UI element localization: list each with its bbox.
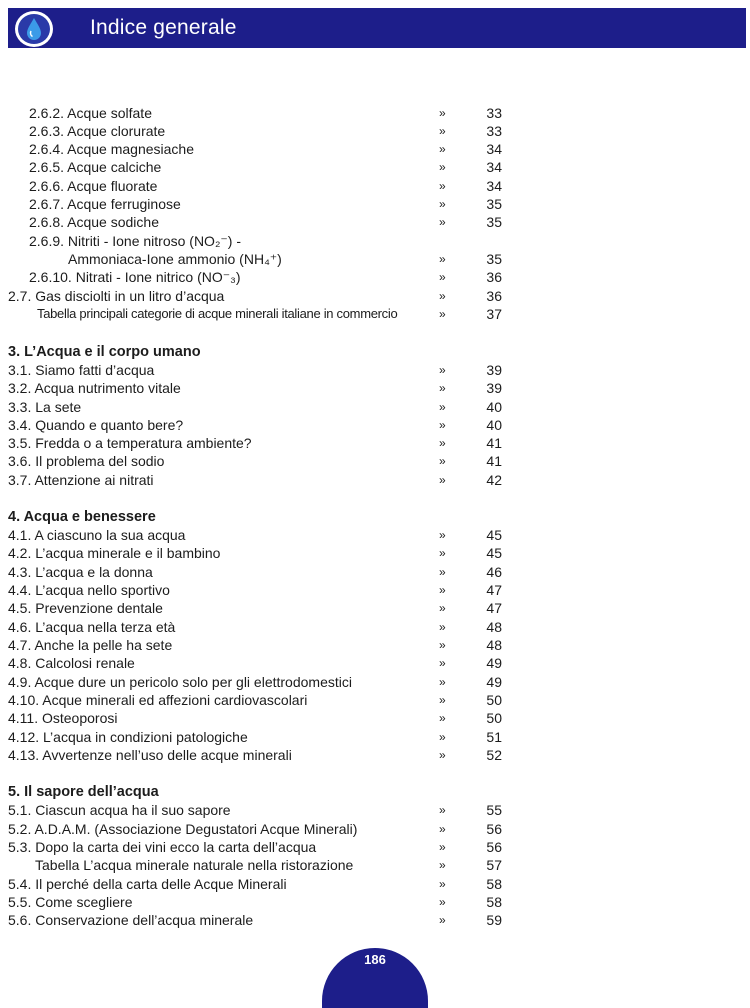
toc-separator: » (439, 840, 446, 854)
toc-page-number: 48 (486, 619, 502, 635)
toc-entry-title: 5.3. Dopo la carta dei vini ecco la carta dell’acqua (8, 839, 317, 855)
toc-entry (0, 856, 750, 874)
toc-entry (0, 250, 750, 268)
toc-entry-title: Ammoniaca-Ione ammonio (NH₄⁺) (68, 251, 282, 267)
toc-entry (0, 140, 750, 158)
toc-entry-title: 4. Acqua e benessere (8, 509, 156, 525)
toc-entry (0, 398, 750, 416)
toc-page-number: 57 (486, 857, 502, 873)
toc-separator: » (439, 913, 446, 927)
toc-separator: » (439, 546, 446, 560)
page-number: 186 (364, 952, 386, 967)
toc-entry (0, 544, 750, 562)
toc-separator: » (439, 583, 446, 597)
toc-separator: » (439, 858, 446, 872)
toc-entry-title: 4.10. Acque minerali ed affezioni cardiovascolari (8, 692, 308, 708)
toc-separator: » (439, 454, 446, 468)
toc-entry-title: 5.2. A.D.A.M. (Associazione Degustatori Acque Minerali) (8, 821, 358, 837)
toc-separator: » (439, 822, 446, 836)
toc-entry (0, 838, 750, 856)
toc-entry (0, 820, 750, 838)
toc-page-number: 35 (486, 196, 502, 212)
toc-separator: » (439, 711, 446, 725)
toc-entry (0, 452, 750, 470)
toc-separator: » (439, 730, 446, 744)
toc-entry-title: 4.1. A ciascuno la sua acqua (8, 527, 186, 543)
toc-entry-title: 4.8. Calcolosi renale (8, 655, 135, 671)
toc-entry-title: 4.7. Anche la pelle ha sete (8, 637, 173, 653)
toc-entry (0, 581, 750, 599)
toc-entry-title: 2.7. Gas disciolti in un litro d’acqua (8, 288, 225, 304)
toc-separator: » (439, 160, 446, 174)
toc-separator: » (439, 215, 446, 229)
toc-entry (0, 526, 750, 544)
toc-entry (0, 728, 750, 746)
toc-entry-title: 5.4. Il perché della carta delle Acque Minerali (8, 876, 287, 892)
toc-entry (0, 673, 750, 691)
toc-entry-title: 4.2. L’acqua minerale e il bambino (8, 545, 221, 561)
toc-entry (0, 911, 750, 929)
toc-entry (0, 305, 750, 323)
toc-page-number: 40 (486, 399, 502, 415)
toc-entry-title: 5. Il sapore dell’acqua (8, 784, 159, 800)
toc-entry (0, 599, 750, 617)
toc-entry (0, 618, 750, 636)
toc-entry (0, 875, 750, 893)
toc-separator: » (439, 363, 446, 377)
toc-entry (0, 893, 750, 911)
toc-page-number: 42 (486, 472, 502, 488)
toc-entry-title: 3.2. Acqua nutrimento vitale (8, 380, 181, 396)
toc-page-number: 56 (486, 839, 502, 855)
toc-page-number: 36 (486, 269, 502, 285)
toc-entry-title: 4.13. Avvertenze nell’uso delle acque minerali (8, 747, 292, 763)
toc-entry-title: 3.3. La sete (8, 399, 82, 415)
toc-entry-title: 2.6.9. Nitriti - Ione nitroso (NO₂⁻) - (29, 233, 241, 249)
toc-entry (0, 177, 750, 195)
toc-separator: » (439, 528, 446, 542)
toc-entry (0, 268, 750, 286)
toc-separator: » (439, 436, 446, 450)
toc-page-number: 37 (486, 306, 502, 322)
toc-separator: » (439, 142, 446, 156)
toc-entry-title: 2.6.7. Acque ferruginose (29, 196, 181, 212)
toc-page-number: 39 (486, 380, 502, 396)
toc-separator: » (439, 656, 446, 670)
toc-entry (0, 654, 750, 672)
toc-entry (0, 691, 750, 709)
toc-separator: » (439, 565, 446, 579)
toc-entry (0, 122, 750, 140)
toc-entry-title: 3.7. Attenzione ai nitrati (8, 472, 154, 488)
toc-entry (0, 104, 750, 122)
toc-page-number: 41 (486, 435, 502, 451)
toc-entry (0, 746, 750, 764)
toc-separator: » (439, 803, 446, 817)
toc-page-number: 52 (486, 747, 502, 763)
toc-entry-title: 2.6.6. Acque fluorate (29, 178, 158, 194)
toc-separator: » (439, 473, 446, 487)
toc-entry (0, 379, 750, 397)
toc-separator: » (439, 270, 446, 284)
toc-entry (0, 416, 750, 434)
toc-page-number: 51 (486, 729, 502, 745)
toc-entry-title: 4.9. Acque dure un pericolo solo per gli elettrodomestici (8, 674, 352, 690)
toc-page-number: 35 (486, 214, 502, 230)
toc-separator: » (439, 601, 446, 615)
toc-separator: » (439, 895, 446, 909)
toc-page-number: 56 (486, 821, 502, 837)
toc-entry-title: 4.11. Osteoporosi (8, 710, 118, 726)
toc-entry (0, 709, 750, 727)
toc-entry (0, 801, 750, 819)
toc-entry (0, 287, 750, 305)
toc-entry-title: 4.5. Prevenzione dentale (8, 600, 163, 616)
toc-page-number: 50 (486, 710, 502, 726)
toc-entry (0, 213, 750, 231)
toc-entry-title: 3.6. Il problema del sodio (8, 453, 165, 469)
toc-page-number: 39 (486, 362, 502, 378)
toc-page-number: 33 (486, 123, 502, 139)
toc-page-number: 49 (486, 674, 502, 690)
toc-entry-title: 2.6.8. Acque sodiche (29, 214, 159, 230)
toc-page-number: 34 (486, 178, 502, 194)
toc-page-number: 36 (486, 288, 502, 304)
toc-chapter-heading (0, 783, 750, 801)
toc-page-number: 58 (486, 894, 502, 910)
toc-page-number: 47 (486, 600, 502, 616)
toc-page-number: 33 (486, 105, 502, 121)
toc-separator: » (439, 675, 446, 689)
toc-entry-title: 3. L’Acqua e il corpo umano (8, 344, 201, 360)
toc-separator: » (439, 179, 446, 193)
toc-entry-title: 3.4. Quando e quanto bere? (8, 417, 184, 433)
toc-separator: » (439, 289, 446, 303)
toc-page-number: 46 (486, 564, 502, 580)
toc-page-number: 35 (486, 251, 502, 267)
toc-page-number: 41 (486, 453, 502, 469)
toc-separator: » (439, 400, 446, 414)
toc-separator: » (439, 307, 446, 321)
toc-separator: » (439, 877, 446, 891)
toc-separator: » (439, 748, 446, 762)
toc-entry (0, 563, 750, 581)
toc-page-number: 45 (486, 545, 502, 561)
toc-separator: » (439, 197, 446, 211)
toc-page-number: 40 (486, 417, 502, 433)
toc-entry-title: 5.5. Come scegliere (8, 894, 133, 910)
toc-page-number: 34 (486, 159, 502, 175)
toc-entry-title: 4.3. L’acqua e la donna (8, 564, 153, 580)
toc-entry-title: Tabella L’acqua minerale naturale nella ristorazione (35, 857, 354, 873)
toc-page-number: 58 (486, 876, 502, 892)
toc-separator: » (439, 252, 446, 266)
toc-entry-title: 2.6.2. Acque solfate (29, 105, 152, 121)
toc-entry-title: 2.6.10. Nitrati - Ione nitrico (NO⁻₃) (29, 269, 241, 285)
toc-entry-title: 4.4. L’acqua nello sportivo (8, 582, 170, 598)
toc-entry-title: 3.1. Siamo fatti d’acqua (8, 362, 155, 378)
toc-entry (0, 434, 750, 452)
toc-entry (0, 471, 750, 489)
toc-entry-title: 2.6.4. Acque magnesiache (29, 141, 195, 157)
toc-chapter-heading (0, 343, 750, 361)
toc-page-number: 47 (486, 582, 502, 598)
toc-entry-title: 4.12. L’acqua in condizioni patologiche (8, 729, 248, 745)
toc-entry-title: 5.1. Ciascun acqua ha il suo sapore (8, 802, 231, 818)
toc-page-number: 49 (486, 655, 502, 671)
toc-page-number: 45 (486, 527, 502, 543)
toc-separator: » (439, 381, 446, 395)
toc-entry-title: 3.5. Fredda o a temperatura ambiente? (8, 435, 252, 451)
toc-entry-title: 5.6. Conservazione dell’acqua minerale (8, 912, 254, 928)
toc-separator: » (439, 693, 446, 707)
toc-entry (0, 158, 750, 176)
toc-entry (0, 361, 750, 379)
toc-page-number: 50 (486, 692, 502, 708)
toc-separator: » (439, 620, 446, 634)
toc-separator: » (439, 106, 446, 120)
toc-separator: » (439, 124, 446, 138)
toc-entry (0, 232, 750, 250)
toc-entry-title: 4.6. L’acqua nella terza età (8, 619, 176, 635)
toc-entry-title: Tabella principali categorie di acque minerali italiane in commercio (37, 306, 398, 321)
toc-entry (0, 195, 750, 213)
toc-entry-title: 2.6.3. Acque clorurate (29, 123, 166, 139)
toc-chapter-heading (0, 508, 750, 526)
toc-page-number: 34 (486, 141, 502, 157)
toc-entry-title: 2.6.5. Acque calciche (29, 159, 162, 175)
toc-entry (0, 636, 750, 654)
toc-page-number: 48 (486, 637, 502, 653)
toc-page-number: 55 (486, 802, 502, 818)
toc-page-number: 59 (486, 912, 502, 928)
page-title: Indice generale (90, 16, 237, 39)
toc-separator: » (439, 418, 446, 432)
toc-separator: » (439, 638, 446, 652)
